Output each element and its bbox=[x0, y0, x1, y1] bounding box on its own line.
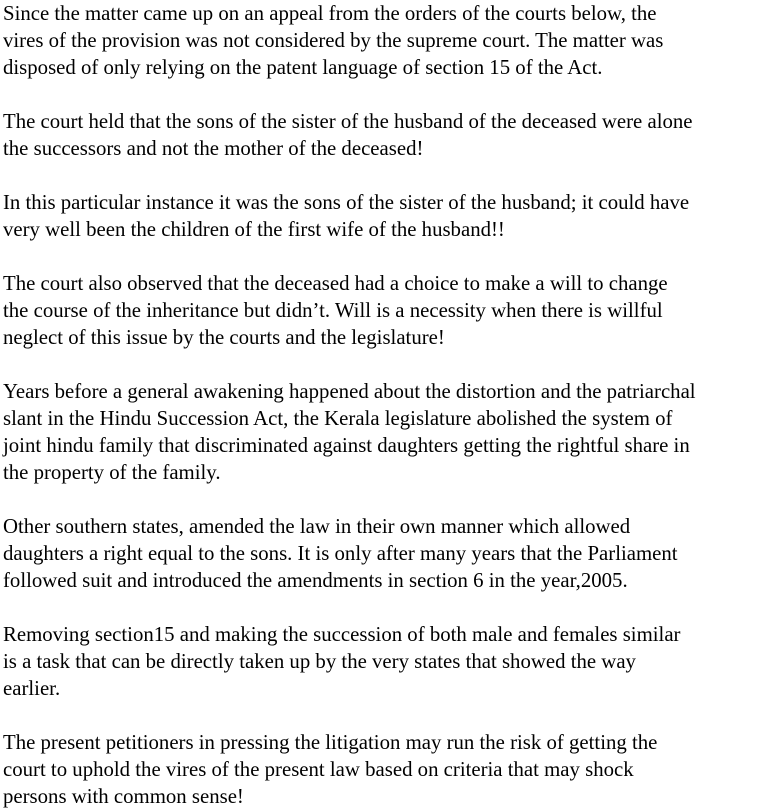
paragraph: Other southern states, amended the law in their own manner which allowed daughters a right equal to the sons. It is only after many years that the Parliament followed suit and introduced the amendments in section 6 in the year,2005. bbox=[3, 515, 678, 592]
paragraph: The court held that the sons of the sister of the husband of the deceased were alone the successors and not the mother of the deceased! bbox=[3, 110, 693, 160]
paragraph: The present petitioners in pressing the litigation may run the risk of getting the court to uphold the vires of the present law based on criteria that may shock persons with common sense! bbox=[3, 731, 658, 808]
paragraph: Since the matter came up on an appeal from the orders of the courts below, the vires of the provision was not considered by the supreme court. The matter was disposed of only relying on the patent language of section 15 of the Act. bbox=[3, 2, 664, 79]
paragraph: Removing section15 and making the succession of both male and females similar is a task that can be directly taken up by the very states that showed the way earlier. bbox=[3, 623, 681, 700]
paragraph: Years before a general awakening happened about the distortion and the patriarchal slant in the Hindu Succession Act, the Kerala legislature abolished the system of joint hindu family that discriminated against daughters getting the rightful share in the property of the family. bbox=[3, 380, 696, 484]
paragraph: The court also observed that the deceased had a choice to make a will to change the course of the inheritance but didn’t. Will is a necessity when there is willful neglect of this issue by the courts and the legislature! bbox=[3, 272, 668, 349]
paragraph: In this particular instance it was the sons of the sister of the husband; it could have very well been the children of the first wife of the husband!! bbox=[3, 191, 690, 241]
